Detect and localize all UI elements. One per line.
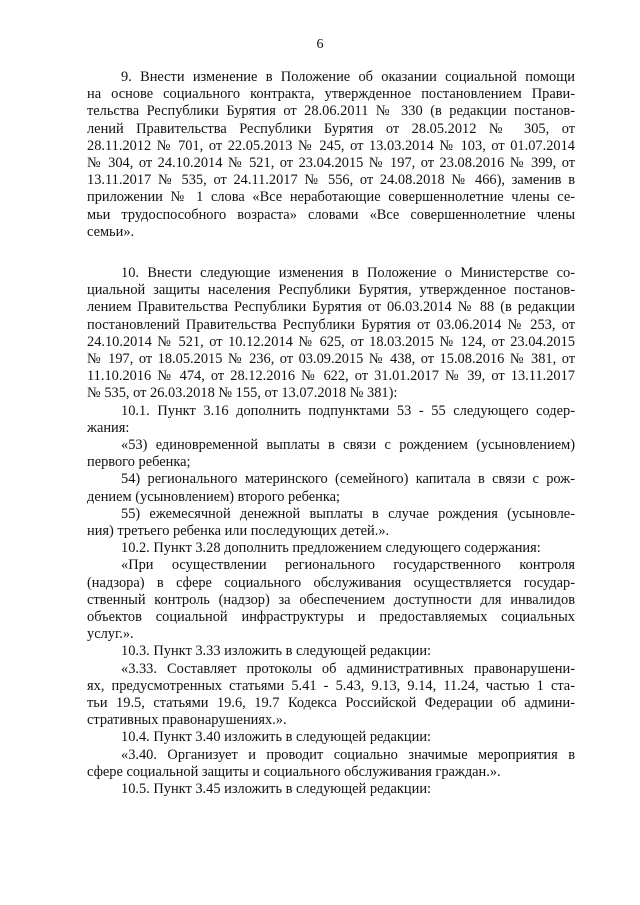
text-line: мьи трудоспособного возраста» словами «Все совершеннолетние члены <box>87 206 575 223</box>
text-line: 13.11.2017 № 535, от 24.11.2017 № 556, от 24.08.2018 № 466), заменив в <box>87 172 575 189</box>
text-line: 10.4. Пункт 3.40 изложить в следующей редакции: <box>121 729 432 746</box>
text-line: тьи 19.5, статьями 19.6, 19.7 Кодекса Российской Федерации об админи- <box>87 695 575 712</box>
text-line: услуг.». <box>87 626 134 643</box>
text-line: ственный контроль (надзор) за обеспечением доступности для инвалидов <box>87 591 575 608</box>
text-line: 10.1. Пункт 3.16 дополнить подпунктами 53 - 55 следующего содер- <box>121 402 575 419</box>
text-line: семьи». <box>87 223 135 240</box>
text-line: тельства Республики Бурятия от 28.06.2011 № 330 (в редакции постанов- <box>87 103 575 120</box>
text-line: 10. Внести следующие изменения в Положение о Министерстве со- <box>121 265 575 281</box>
text-line: лений Правительства Республики Бурятия от 28.05.2012 № 305, от <box>87 120 575 137</box>
text-line: ния) третьего ребенка или последующих детей.». <box>87 523 390 540</box>
text-line: 10.2. Пункт 3.28 дополнить предложением следующего содержания: <box>121 540 541 557</box>
text-line: на основе социального контракта, утвержденное постановлением Прави- <box>87 86 575 103</box>
text-line: дением (усыновлением) второго ребенка; <box>87 488 341 505</box>
text-line: (надзора) в сфере социального обслуживания осуществляется государ- <box>87 574 575 591</box>
text-line: циальной защиты населения Республики Бурятия, утвержденное постанов- <box>87 282 575 299</box>
text-line: «3.40. Организует и проводит социально значимые мероприятия в <box>121 746 575 763</box>
text-line: сфере социальной защиты и социального обслуживания граждан.». <box>87 763 501 780</box>
text-line: объектов социальной инфраструктуры и предоставляемых социальных <box>87 609 575 626</box>
text-line: «3.33. Составляет протоколы об административных правонарушени- <box>121 660 575 677</box>
page-number: 6 <box>316 37 324 52</box>
text-line: первого ребенка; <box>87 454 191 471</box>
text-line: № 197, от 18.05.2015 № 236, от 03.09.2015 № 438, от 15.08.2016 № 381, от <box>87 351 575 368</box>
text-line: 24.10.2014 № 521, от 10.12.2014 № 625, от 18.03.2015 № 124, от 23.04.2015 <box>87 333 575 350</box>
text-line: 55) ежемесячной денежной выплаты в случае рождения (усыновле- <box>121 505 575 522</box>
text-line: 9. Внести изменение в Положение об оказании социальной помощи <box>121 69 575 85</box>
paragraph-10 <box>87 265 575 798</box>
text-line: лением Правительства Республики Бурятия от 06.03.2014 № 88 (в редакции <box>87 299 575 316</box>
text-line: 28.11.2012 № 701, от 22.05.2013 № 245, от 13.03.2014 № 103, от 01.07.2014 <box>87 137 575 154</box>
text-line: приложении № 1 слова «Все неработающие совершеннолетние члены се- <box>87 189 575 206</box>
text-line: стративных правонарушениях.». <box>87 712 287 729</box>
text-line: № 304, от 24.10.2014 № 521, от 23.04.2015 № 197, от 23.08.2016 № 399, от <box>87 155 575 172</box>
text-line: 10.3. Пункт 3.33 изложить в следующей редакции: <box>121 643 432 660</box>
text-line: ях, предусмотренных статьями 5.41 - 5.43, 9.13, 9.14, 11.24, частью 1 ста- <box>87 677 575 694</box>
text-line: «При осуществлении регионального государственного контроля <box>121 557 575 574</box>
text-line: № 535, от 26.03.2018 № 155, от 13.07.2018 № 381): <box>87 385 398 402</box>
text-line: 11.10.2016 № 474, от 28.12.2016 № 622, от 31.01.2017 № 39, от 13.11.2017 <box>87 368 575 385</box>
text-line: «53) единовременной выплаты в связи с рождением (усыновлением) <box>121 437 575 454</box>
text-line: постановлений Правительства Республики Бурятия от 03.06.2014 № 253, от <box>87 316 575 333</box>
text-line: жания: <box>87 419 130 436</box>
text-line: 10.5. Пункт 3.45 изложить в следующей редакции: <box>121 781 432 798</box>
text-line: 54) регионального материнского (семейного) капитала в связи с рож- <box>121 471 575 488</box>
paragraph-9 <box>87 69 575 241</box>
